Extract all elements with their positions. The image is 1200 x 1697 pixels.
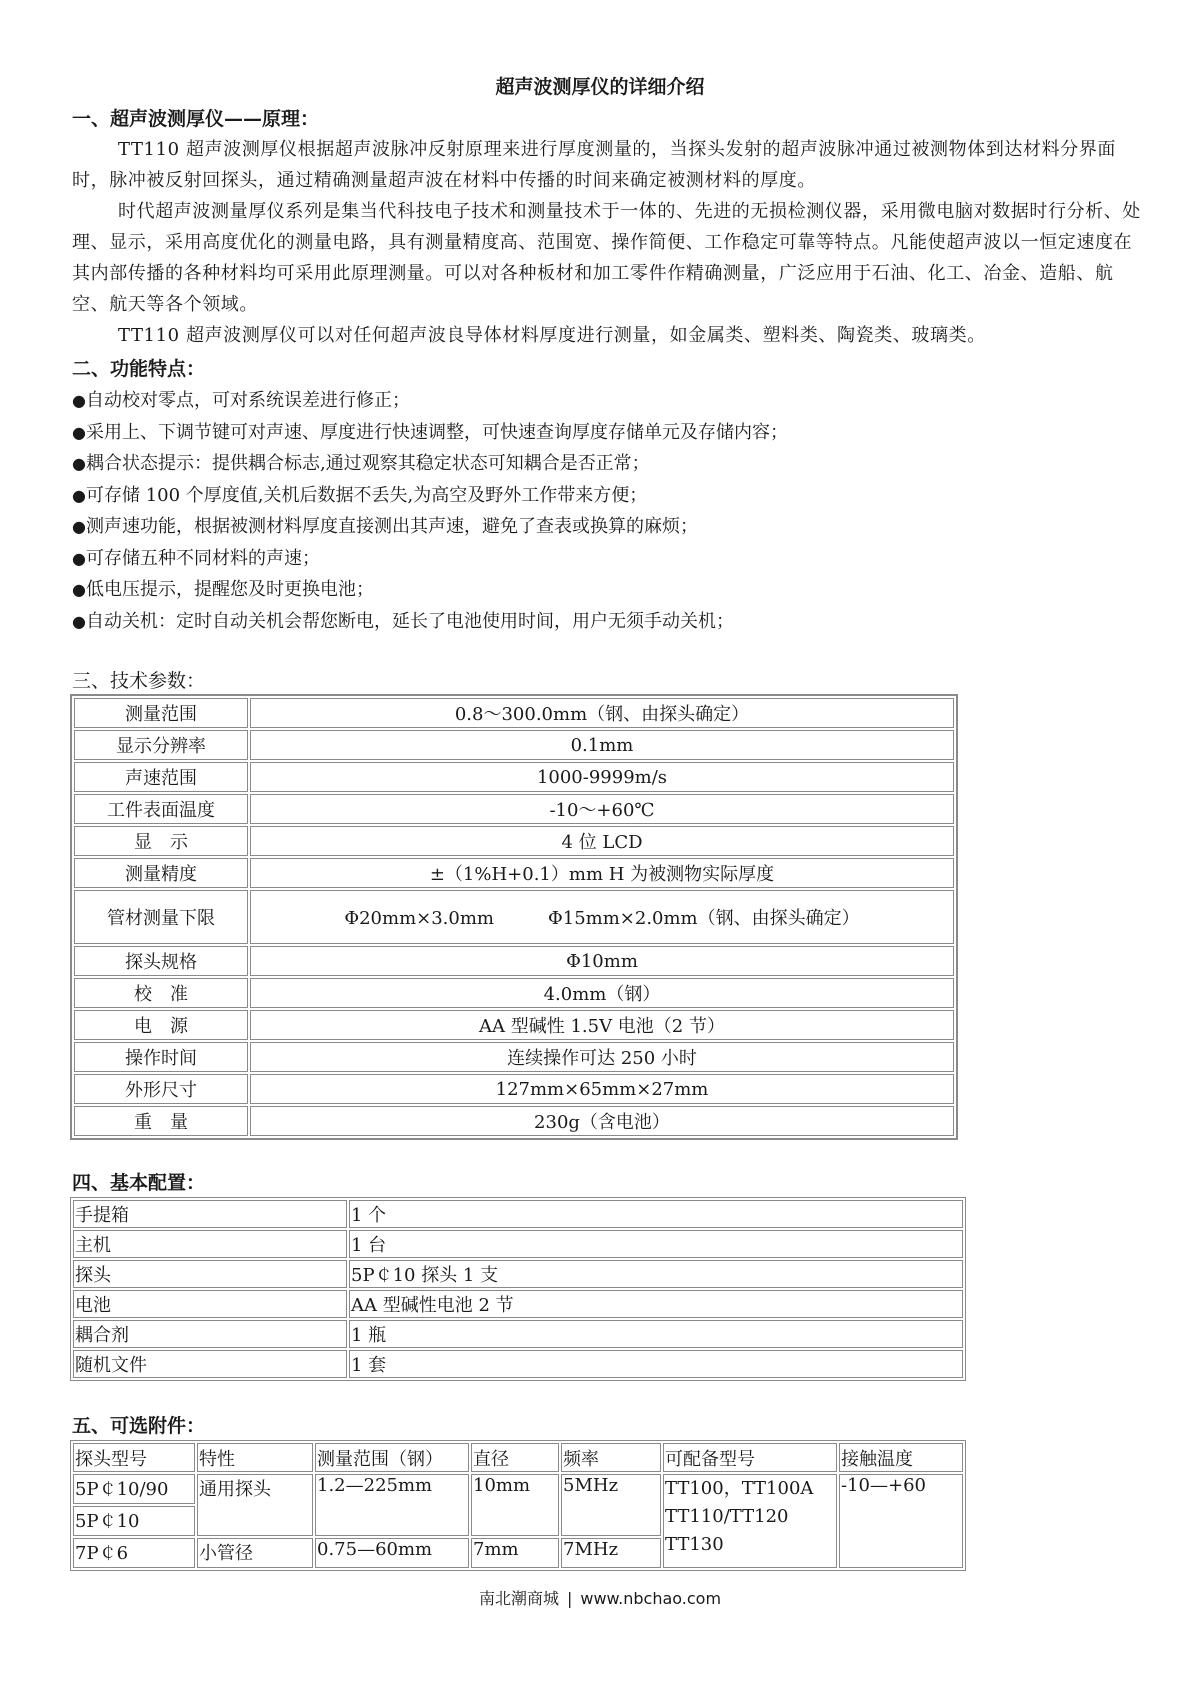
spec-value: 4 位 LCD [250, 826, 954, 856]
spec-key: 测量范围 [74, 698, 248, 728]
table-row [73, 1320, 963, 1348]
feature-cell: 小管径 [197, 1538, 313, 1568]
spec-key: 管材测量下限 [74, 890, 248, 944]
table-row [74, 1010, 954, 1040]
spec-key: 操作时间 [74, 1042, 248, 1072]
section-1-heading: 一、超声波测厚仪——原理： [72, 108, 320, 130]
footer-site-name: 南北潮商城 [478, 1589, 559, 1608]
section-3-heading: 三、技术参数： [72, 670, 206, 692]
table-row [74, 1074, 954, 1104]
spec-value: AA 型碱性 1.5V 电池（2 节） [250, 1010, 954, 1040]
column-header: 接触温度 [839, 1443, 963, 1472]
config-qty: 1 套 [349, 1350, 963, 1378]
table-row [73, 1474, 963, 1504]
bullet-icon: ● [72, 611, 86, 631]
diameter-cell: 7mm [471, 1538, 559, 1568]
probe-model-cell: 5P￠10 [73, 1506, 195, 1536]
spec-key: 显 示 [74, 826, 248, 856]
table-row [74, 762, 954, 792]
config-item: 手提箱 [73, 1200, 347, 1228]
spec-value: 230g（含电池） [250, 1106, 954, 1136]
spec-value: 0.1mm [250, 730, 954, 760]
spec-key: 电 源 [74, 1010, 248, 1040]
probe-model-cell: 5P￠10/90 [73, 1474, 195, 1504]
section-2-heading: 二、功能特点： [72, 358, 206, 380]
config-qty: 1 台 [349, 1230, 963, 1258]
table-row [74, 826, 954, 856]
bullet-icon: ● [72, 422, 86, 442]
column-header: 测量范围（钢） [315, 1443, 469, 1472]
config-item: 随机文件 [73, 1350, 347, 1378]
feature-list [72, 385, 1150, 637]
config-qty: AA 型碱性电池 2 节 [349, 1290, 963, 1318]
principle-paragraph-1: TT110 超声波测厚仪根据超声波脉冲反射原理来进行厚度测量的，当探头发射的超声波脉冲通过被测物体到达材料分界面时，脉冲被反射回探头，通过精确测量超声波在材料中传播的时间来确定被测材料的厚度。 [72, 139, 1117, 191]
table-row [74, 858, 954, 888]
column-header: 可配备型号 [663, 1443, 837, 1472]
config-item: 主机 [73, 1230, 347, 1258]
feature-item: ●耦合状态提示：提供耦合标志,通过观察其稳定状态可知耦合是否正常； [72, 453, 650, 474]
spec-value: 连续操作可达 250 小时 [250, 1042, 954, 1072]
feature-item: ●低电压提示，提醒您及时更换电池； [72, 579, 374, 600]
spec-key: 重 量 [74, 1106, 248, 1136]
principle-paragraph-3: TT110 超声波测厚仪可以对任何超声波良导体材料厚度进行测量，如金属类、塑料类、陶瓷类、玻璃类。 [118, 325, 986, 346]
spec-value: Φ20mm×3.0mm Φ15mm×2.0mm（钢、由探头确定） [250, 890, 954, 944]
table-row [73, 1290, 963, 1318]
feature-item: ●自动关机：定时自动关机会帮您断电，延长了电池使用时间，用户无须手动关机； [72, 610, 734, 632]
section-5-heading: 五、可选附件： [72, 1415, 206, 1437]
table-row [74, 730, 954, 760]
spec-key: 校 准 [74, 978, 248, 1008]
bullet-icon: ● [72, 454, 86, 473]
config-qty: 1 个 [349, 1200, 963, 1228]
table-row [74, 890, 954, 944]
spec-key: 工件表面温度 [74, 794, 248, 824]
bullet-icon: ● [72, 548, 86, 568]
spec-key: 探头规格 [74, 946, 248, 976]
section-4-heading: 四、基本配置： [72, 1172, 206, 1194]
feature-item: ●可存储五种不同材料的声速； [72, 547, 320, 569]
config-qty: 1 瓶 [349, 1320, 963, 1348]
table-row [73, 1200, 963, 1228]
spec-value: 4.0mm（钢） [250, 978, 954, 1008]
accessories-table [70, 1440, 966, 1571]
column-header: 探头型号 [73, 1443, 195, 1472]
table-row [74, 1042, 954, 1072]
range-cell: 1.2—225mm [315, 1474, 469, 1536]
feature-item: ●采用上、下调节键可对声速、厚度进行快速调整，可快速查询厚度存储单元及存储内容； [72, 421, 788, 443]
frequency-cell: 5MHz [561, 1474, 661, 1536]
table-row [73, 1230, 963, 1258]
feature-item: ●可存储 100 个厚度值,关机后数据不丢失,为高空及野外工作带来方便； [72, 484, 648, 506]
compatible-models-cell: TT100，TT100A TT110/TT120 TT130 [663, 1474, 837, 1568]
page-footer [0, 1586, 1200, 1609]
spec-value: 127mm×65mm×27mm [250, 1074, 954, 1104]
config-item: 探头 [73, 1260, 347, 1288]
feature-item: ●测声速功能，根据被测材料厚度直接测出其声速，避免了查表或换算的麻烦； [72, 516, 698, 537]
table-header-row [73, 1443, 963, 1472]
footer-url[interactable]: www.nbchao.com [580, 1589, 722, 1608]
range-cell: 0.75—60mm [315, 1538, 469, 1568]
config-qty: 5P￠10 探头 1 支 [349, 1260, 963, 1288]
bullet-icon: ● [72, 485, 86, 505]
spec-value: ±（1%H+0.1）mm H 为被测物实际厚度 [250, 858, 954, 888]
bullet-icon: ● [72, 391, 86, 410]
config-item: 耦合剂 [73, 1320, 347, 1348]
config-table [70, 1197, 966, 1381]
table-row [74, 794, 954, 824]
table-row [74, 946, 954, 976]
table-row [73, 1260, 963, 1288]
table-row [74, 1106, 954, 1136]
column-header: 特性 [197, 1443, 313, 1472]
spec-key: 测量精度 [74, 858, 248, 888]
footer-separator: | [566, 1589, 573, 1608]
spec-key: 声速范围 [74, 762, 248, 792]
spec-value: -10～+60℃ [250, 794, 954, 824]
principle-paragraph-2: 时代超声波测量厚仪系列是集当代科技电子技术和测量技术于一体的、先进的无损检测仪器，采用微电脑对数据时行分析、处理、显示，采用高度优化的测量电路，具有测量精度高、范围宽、操作简便、工作稳定可靠等特点。凡能使超声波以一恒定速度在其内部传播的各种材料均可采用此原理测量。可以对各种板材和加工零件作精确测量，广泛应用于石油、化工、冶金、造船、航空、航天等各个领域。 [72, 201, 1141, 315]
probe-model-cell: 7P￠6 [73, 1538, 195, 1568]
config-item: 电池 [73, 1290, 347, 1318]
spec-key: 显示分辨率 [74, 730, 248, 760]
column-header: 直径 [471, 1443, 559, 1472]
feature-item: ●自动校对零点，可对系统误差进行修正； [72, 390, 410, 411]
frequency-cell: 7MHz [561, 1538, 661, 1568]
feature-cell: 通用探头 [197, 1474, 313, 1536]
table-row [74, 698, 954, 728]
spec-value: 1000-9999m/s [250, 762, 954, 792]
bullet-icon: ● [72, 580, 86, 599]
tech-spec-table [70, 694, 958, 1140]
spec-key: 外形尺寸 [74, 1074, 248, 1104]
table-row [74, 978, 954, 1008]
spec-value: Φ10mm [250, 946, 954, 976]
temperature-cell: -10—+60 [839, 1474, 963, 1568]
spec-value: 0.8～300.0mm（钢、由探头确定） [250, 698, 954, 728]
diameter-cell: 10mm [471, 1474, 559, 1536]
column-header: 频率 [561, 1443, 661, 1472]
bullet-icon: ● [72, 517, 86, 536]
table-row [73, 1350, 963, 1378]
document-title: 超声波测厚仪的详细介绍 [495, 76, 705, 98]
